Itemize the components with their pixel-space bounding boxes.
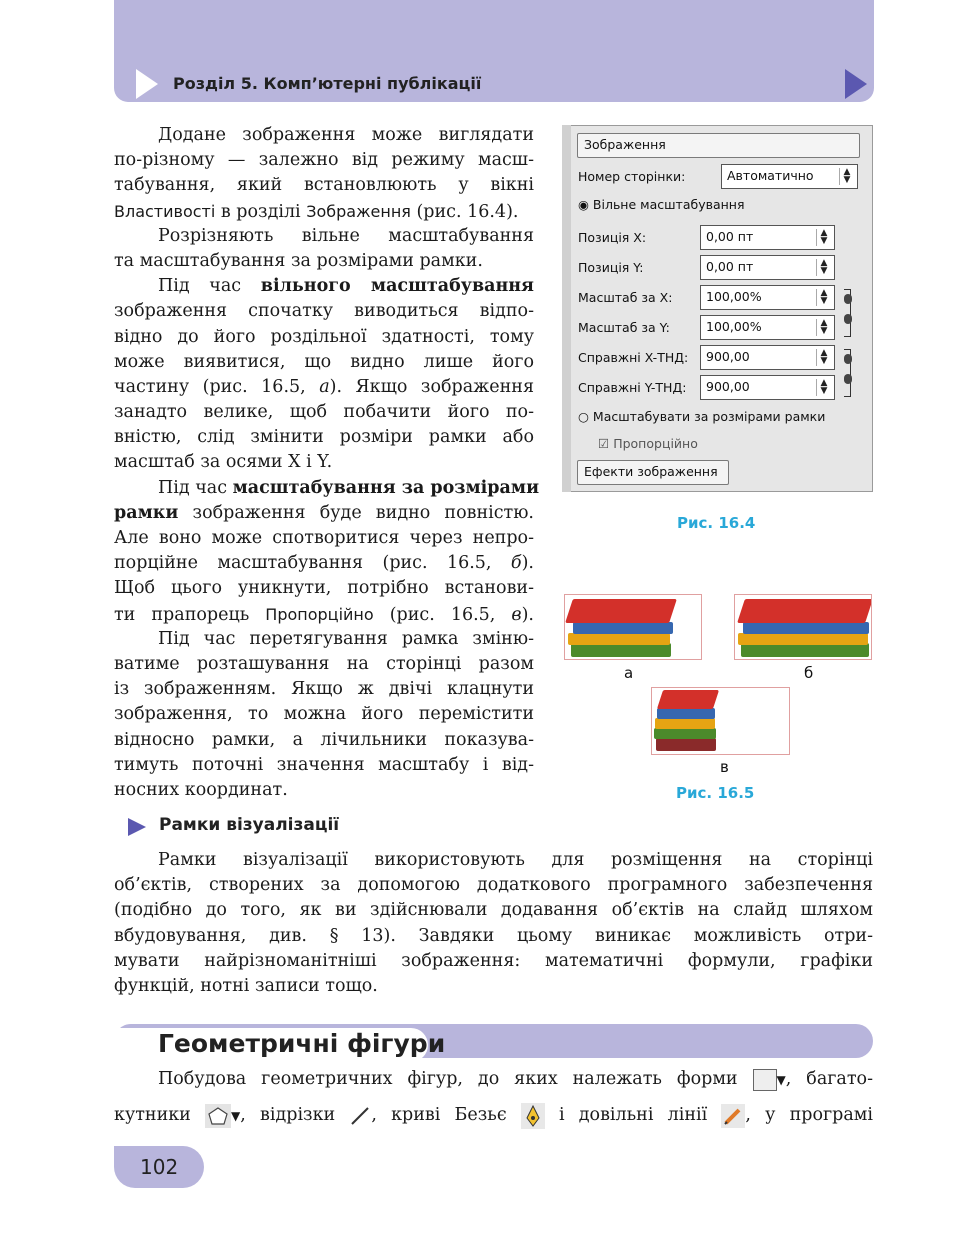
dpi-y-field[interactable] — [700, 375, 835, 400]
page-number: 102 — [140, 1155, 179, 1179]
polygon-shape-icon — [205, 1104, 231, 1128]
text-fragment: і довільні лінії — [559, 1105, 708, 1125]
proportional-checkbox[interactable] — [598, 436, 698, 451]
radio-selected-icon: ◉ — [578, 197, 589, 212]
scale-x-field[interactable] — [700, 285, 835, 310]
italic-letter: в — [511, 604, 522, 625]
page-number-select[interactable] — [721, 164, 858, 189]
book-green — [654, 728, 716, 739]
text-line — [114, 1065, 873, 1101]
freehand-pencil-icon — [721, 1104, 745, 1128]
text-line — [114, 501, 534, 526]
panel-left-edge — [562, 125, 571, 492]
text-fragment: частину (рис. 16.5, — [114, 376, 320, 397]
book-red — [565, 599, 677, 623]
text-fragment: зображення буде видно повністю. — [178, 502, 534, 523]
text-line — [114, 199, 534, 224]
polygon-shape-svg — [205, 1104, 231, 1128]
position-y-value: 0,00 пт — [706, 259, 754, 274]
text-line — [114, 551, 534, 576]
text-line: табування, який встановлюють у вікні — [114, 175, 534, 196]
image-effects-label: Ефекти зображення — [584, 464, 718, 479]
bold-term: вільного масштабування — [260, 276, 534, 297]
scale-y-label: Масштаб за Y: — [578, 320, 670, 335]
dpi-y-value: 900,00 — [706, 379, 750, 394]
text-line: вністю, слід змінити розміри рамки або — [114, 427, 534, 448]
section-text — [114, 848, 873, 999]
text-fragment: Побудова геометричних фігур, до яких належать форми — [158, 1069, 738, 1089]
text-line: зображення, то можна його перемістити — [114, 704, 534, 725]
spinner-icon[interactable]: ▲ ▼ — [816, 319, 831, 336]
text-line: тимуть поточні значення масштабу і від- — [114, 754, 534, 775]
proportional-label: Пропорційно — [613, 436, 698, 451]
book-blue — [573, 622, 673, 634]
text-line: Щоб цього уникнути, потрібно встанови- — [114, 578, 534, 599]
freehand-pencil-svg — [721, 1104, 745, 1128]
text-line — [114, 274, 534, 299]
dpi-x-field[interactable] — [700, 345, 835, 370]
text-line: по-різному — залежно від режиму масш- — [114, 150, 534, 171]
geometry-text — [114, 1065, 873, 1137]
page-number-label: Номер сторінки: — [578, 169, 686, 184]
text-fragment: Під час — [158, 477, 233, 498]
book-green — [741, 643, 869, 657]
text-fragment: , у програмі — [745, 1105, 873, 1125]
checkbox-checked-icon: ☑ — [598, 436, 610, 451]
figure-letter-a: а — [624, 664, 634, 682]
text-fragment: (рис. 16.5, — [373, 604, 512, 625]
text-line — [114, 602, 534, 627]
scale-y-field[interactable] — [700, 315, 835, 340]
text-line: Але воно може спотворитися через непро- — [114, 528, 534, 548]
chain-link-icon[interactable] — [844, 294, 852, 304]
rectangle-shape-icon — [753, 1069, 777, 1091]
text-line: масштаб за осями X і Y. — [114, 452, 333, 473]
text-line: вбудовування, див. § 13). Завдяки цьому виникає можливість отри- — [114, 925, 873, 946]
text-line — [114, 375, 534, 400]
book-green — [571, 643, 671, 657]
next-arrow-icon — [845, 69, 867, 99]
dropdown-arrow-icon: ▼ — [231, 1108, 241, 1123]
text-line: відно до його роздільної здатності, тому — [114, 326, 534, 347]
chain-link-icon[interactable] — [844, 374, 852, 384]
free-scale-radio[interactable] — [578, 197, 745, 212]
text-line: носних координат. — [114, 779, 288, 800]
ui-term: Властивості — [114, 201, 216, 221]
position-x-label: Позиція X: — [578, 230, 647, 245]
dropdown-arrow-icon: ▼ — [776, 1072, 786, 1087]
dpi-x-label: Справжні X-ТНД: — [578, 350, 689, 365]
italic-letter: б — [510, 553, 522, 574]
dpi-x-value: 900,00 — [706, 349, 750, 364]
text-line — [114, 476, 540, 501]
book-brown — [656, 738, 716, 751]
book-yellow — [738, 633, 868, 645]
ui-term: Зображення — [306, 201, 411, 221]
text-line: зображення спочатку виводиться відпо- — [114, 301, 534, 322]
image-properties-panel — [562, 125, 873, 492]
section-title: Рамки візуалізації — [159, 815, 340, 835]
frame-scale-label: Масштабувати за розмірами рамки — [592, 409, 826, 424]
page-number-value: Автоматично — [727, 168, 814, 183]
spinner-icon[interactable]: ▲ ▼ — [816, 379, 831, 396]
text-fragment: ти прапорець — [114, 604, 266, 625]
radio-empty-icon: ○ — [578, 409, 589, 424]
chain-link-icon[interactable] — [844, 314, 852, 324]
scale-y-value: 100,00% — [706, 319, 762, 334]
text-fragment: Під час — [158, 276, 261, 297]
text-line: (подібно до того, як ви здійснювали додавання об’єктів на слайд шляхом — [114, 900, 873, 921]
text-fragment: в розділі — [215, 201, 307, 222]
spinner-icon[interactable]: ▲ ▼ — [816, 259, 831, 276]
book-image-a — [564, 594, 702, 660]
text-line: мувати найрізноманітніші зображення: математичні формули, графіки — [114, 950, 873, 971]
text-line: занадто велике, щоб побачити його по- — [114, 402, 534, 423]
section-arrow-icon — [128, 818, 146, 836]
book-image-b — [734, 594, 872, 660]
position-x-field[interactable] — [700, 225, 835, 250]
italic-letter: а — [319, 376, 330, 397]
image-section-label: Зображення — [584, 137, 666, 152]
text-fragment: , криві Безьє — [371, 1105, 507, 1125]
text-fragment: ). — [521, 553, 534, 574]
text-fragment: ). Якщо зображення — [329, 376, 535, 397]
heading-title: Геометричні фігури — [158, 1029, 446, 1058]
text-line: ватиме розташування на сторінці разом — [114, 653, 534, 674]
book-blue — [743, 622, 869, 634]
figure-caption-16-5: Рис. 16.5 — [676, 784, 755, 802]
position-y-label: Позиція Y: — [578, 260, 644, 275]
text-line: може виявитися, що видно лише його — [114, 351, 534, 372]
dpi-y-label: Справжні Y-ТНД: — [578, 380, 687, 395]
text-line: із зображенням. Якщо ж двічі клацнути — [114, 679, 534, 700]
bezier-pen-icon — [521, 1103, 545, 1129]
scale-x-value: 100,00% — [706, 289, 762, 304]
column-text — [114, 123, 540, 803]
text-fragment: порційне масштабування (рис. 16.5, — [114, 553, 511, 574]
text-fragment: , відрізки — [240, 1105, 336, 1125]
figure-letter-b: б — [804, 664, 814, 682]
position-y-field[interactable] — [700, 255, 835, 280]
text-line: Під час перетягування рамка зміню- — [158, 628, 534, 649]
spinner-icon[interactable]: ▲ ▼ — [816, 229, 831, 246]
text-line: функцій, нотні записи тощо. — [114, 975, 378, 996]
figure-caption-16-4: Рис. 16.4 — [677, 514, 756, 532]
text-fragment: кутники — [114, 1105, 191, 1125]
spinner-icon[interactable]: ▲ ▼ — [816, 289, 831, 306]
text-line: відносно рамки, а лічильники показува- — [114, 729, 534, 750]
text-fragment: , багато- — [785, 1069, 873, 1089]
bold-term: рамки — [114, 502, 179, 523]
dropdown-spin-icon: ▲ ▼ — [839, 168, 854, 185]
text-line: та масштабування за розмірами рамки. — [114, 250, 483, 271]
free-scale-label: Вільне масштабування — [592, 197, 745, 212]
bold-term: масштабування за розмірами — [232, 477, 540, 498]
figure-letter-v: в — [720, 758, 729, 776]
spinner-icon[interactable]: ▲ ▼ — [816, 349, 831, 366]
text-fragment: ). — [521, 604, 534, 625]
book-red — [737, 599, 872, 623]
book-yellow — [568, 633, 670, 645]
chapter-title: Розділ 5. Комп’ютерні публікації — [173, 74, 482, 93]
scale-x-label: Масштаб за X: — [578, 290, 673, 305]
text-line: об’єктів, створених за допомогою додаткового програмного забезпечення — [114, 875, 873, 896]
image-effects-button[interactable] — [577, 460, 729, 485]
text-line: Рамки візуалізації використовують для розміщення на сторінці — [158, 850, 873, 870]
line-segment-icon — [349, 1105, 371, 1127]
book-image-v — [651, 687, 790, 755]
frame-scale-radio[interactable] — [578, 409, 825, 424]
text-fragment: (рис. 16.4). — [410, 201, 519, 222]
book-blue — [657, 708, 715, 719]
text-line: Розрізняють вільне масштабування — [158, 225, 534, 246]
line-segment-svg — [349, 1105, 371, 1127]
book-yellow — [655, 718, 715, 729]
ui-term: Пропорційно — [265, 604, 374, 624]
image-section-button[interactable] — [577, 133, 860, 158]
chapter-arrow-icon — [136, 69, 158, 99]
position-x-value: 0,00 пт — [706, 229, 754, 244]
chain-link-icon[interactable] — [844, 354, 852, 364]
bezier-pen-svg — [521, 1103, 545, 1129]
text-line: Додане зображення може виглядати — [158, 125, 534, 145]
book-red — [657, 690, 719, 709]
text-line — [114, 1101, 873, 1137]
